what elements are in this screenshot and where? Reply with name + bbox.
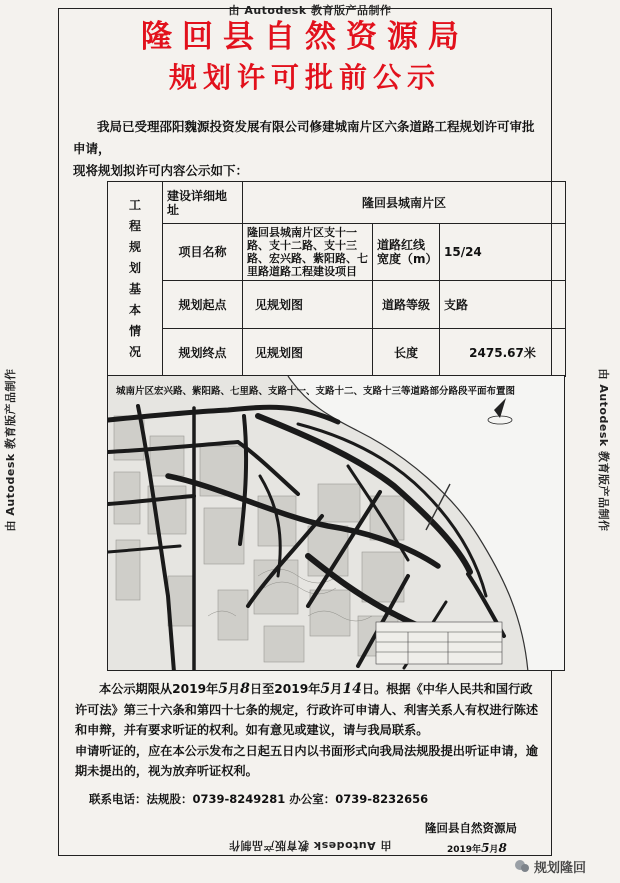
notice-p1a: 本公示期限从2019年 — [99, 682, 219, 696]
notice-sheet — [58, 8, 552, 856]
planning-info-table — [107, 181, 566, 377]
date-month: 5 — [481, 841, 490, 855]
start-value-cell: 见规划图 — [243, 281, 373, 329]
watermark-right — [598, 350, 610, 550]
length-value-cell: 2475.67米 — [440, 329, 566, 377]
end-month: 5 — [320, 681, 331, 697]
start-day: 8 — [240, 681, 250, 697]
watermark-top: 由 Autodesk 教育版产品制作 — [228, 4, 392, 17]
watermark-bottom: 由 Autodesk 教育版产品制作 — [228, 839, 392, 852]
project-value-cell: 隆回县城南片区支十一路、支十二路、支十三路、宏兴路、紫阳路、七里路道路工程建设项目 — [243, 224, 373, 281]
wechat-icon — [514, 858, 530, 874]
intro-paragraph — [73, 116, 541, 182]
project-label-cell: 项目名称 — [163, 224, 243, 281]
table-row — [108, 329, 566, 377]
contact-phones: 联系电话：法规股：0739-8249281 办公室：0739-8232656 — [89, 792, 429, 806]
document-title: 规划许可批前公示 — [168, 61, 441, 94]
end-label-cell: 规划终点 — [163, 329, 243, 377]
agency-name: 隆回县自然资源局 — [141, 19, 469, 55]
issue-date — [447, 841, 507, 855]
start-month: 5 — [218, 681, 228, 697]
issuer-name: 隆回县自然资源局 — [425, 821, 517, 835]
intro-line-1: 我局已受理邵阳魏源投资发展有限公司修建城南片区六条道路工程规划许可审批申请， — [73, 119, 535, 156]
notice-p1b: 月 — [227, 682, 241, 696]
map-drawing — [108, 376, 565, 671]
table-row — [108, 224, 566, 281]
date-month-label: 月 — [489, 845, 499, 855]
width-label-cell: 道路红线宽度（m） — [373, 224, 440, 281]
watermark-left-text: 由 Autodesk 教育版产品制作 — [4, 368, 17, 532]
notice-p1c: 日至2019年 — [249, 682, 321, 696]
source-logo — [514, 855, 586, 877]
notice-p1d: 月 — [330, 682, 343, 696]
start-label-cell: 规划起点 — [163, 281, 243, 329]
table-row — [108, 281, 566, 329]
address-value-cell: 隆回县城南片区 — [243, 182, 566, 224]
address-label-cell: 建设详细地址 — [163, 182, 243, 224]
map-title-block — [376, 622, 502, 664]
road-layout-map — [107, 375, 565, 671]
section-label: 工程规划基本情况 — [128, 198, 141, 359]
date-year: 2019年 — [447, 845, 482, 855]
source-logo-text: 规划隆回 — [534, 860, 587, 876]
watermark-left — [4, 350, 16, 550]
date-day: 8 — [498, 841, 507, 855]
section-label-cell — [108, 182, 163, 377]
width-value-cell: 15/24 — [440, 224, 566, 281]
notice-text — [75, 679, 539, 782]
notice-p1e: 日。根据《中华人民共和国行政许可法》第三十六条和第四十七条的规定，行政许可申请人、利害关系人有权进行陈述和申辩，并有要求听证的权利。如有意见或建议，请与我局联系。 — [75, 682, 539, 737]
length-label-cell: 长度 — [373, 329, 440, 377]
grade-label-cell: 道路等级 — [373, 281, 440, 329]
map-title: 城南片区宏兴路、紫阳路、七里路、支路十一、支路十二、支路十三等道路部分路段平面布置图 — [116, 386, 516, 397]
grade-value-cell: 支路 — [440, 281, 566, 329]
table-row — [108, 182, 566, 224]
intro-line-2: 现将规划拟许可内容公示如下： — [73, 163, 249, 178]
end-day: 14 — [342, 681, 362, 697]
watermark-right-text: 由 Autodesk 教育版产品制作 — [597, 368, 610, 532]
notice-p2: 申请听证的，应在本公示发布之日起五日内以书面形式向我局法规股提出听证申请，逾期未提出的，视为放弃听证权利。 — [75, 743, 539, 778]
end-value-cell: 见规划图 — [243, 329, 373, 377]
